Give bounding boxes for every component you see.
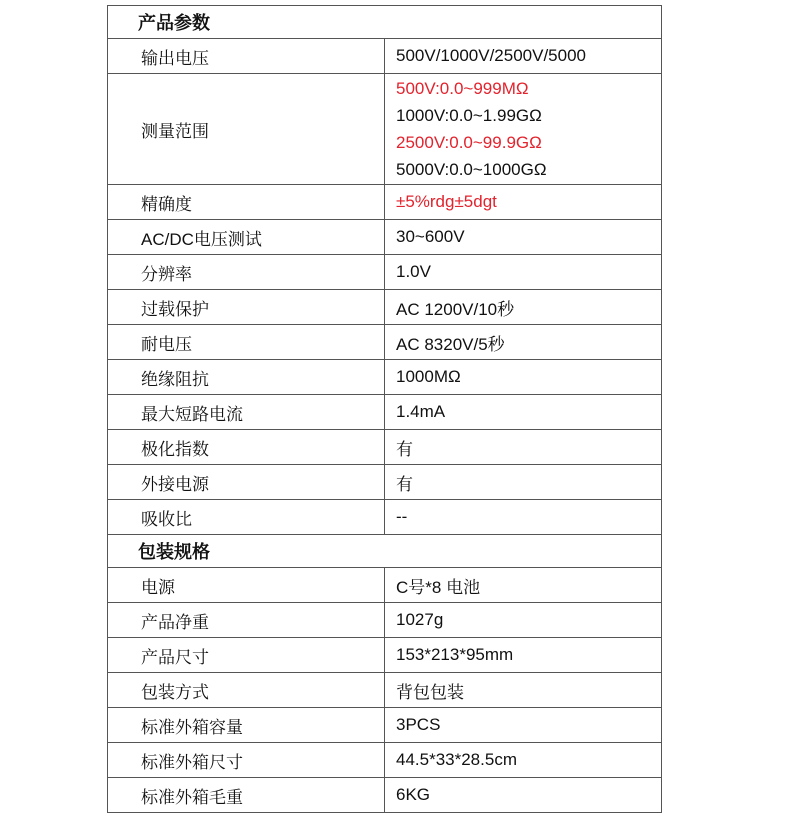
row-label: 过载保护 — [108, 290, 385, 325]
table-row-absorption — [108, 500, 662, 535]
table-row-power — [108, 568, 662, 603]
row-value: 1.0V — [385, 255, 662, 290]
row-value: ±5%rdg±5dgt — [385, 185, 662, 220]
table-row-measure-range — [108, 74, 662, 185]
row-label: AC/DC电压测试 — [108, 220, 385, 255]
row-value: 3PCS — [385, 708, 662, 743]
row-label: 输出电压 — [108, 39, 385, 74]
row-value: 1000MΩ — [385, 360, 662, 395]
row-value: -- — [385, 500, 662, 535]
row-value: AC 8320V/5秒 — [385, 325, 662, 360]
table-row-short-current — [108, 395, 662, 430]
row-label: 精确度 — [108, 185, 385, 220]
row-value: AC 1200V/10秒 — [385, 290, 662, 325]
range-line-500v: 500V:0.0~999MΩ — [396, 79, 529, 98]
row-value: 背包包装 — [385, 673, 662, 708]
table-row-accuracy — [108, 185, 662, 220]
table-row-net-weight — [108, 603, 662, 638]
table-row-carton-size — [108, 743, 662, 778]
row-value: 500V/1000V/2500V/5000 — [385, 39, 662, 74]
table-row-external-power — [108, 465, 662, 500]
row-label: 包装方式 — [108, 673, 385, 708]
row-value: 1.4mA — [385, 395, 662, 430]
table-row-insulation — [108, 360, 662, 395]
row-label: 外接电源 — [108, 465, 385, 500]
table-row-resolution — [108, 255, 662, 290]
row-label: 电源 — [108, 568, 385, 603]
range-line-5000v: 5000V:0.0~1000GΩ — [396, 160, 547, 179]
row-label: 产品净重 — [108, 603, 385, 638]
row-value: 6KG — [385, 778, 662, 813]
row-value: 有 — [385, 465, 662, 500]
table-row-withstand — [108, 325, 662, 360]
row-value: 有 — [385, 430, 662, 465]
row-value: 153*213*95mm — [385, 638, 662, 673]
section-header-packaging — [108, 535, 662, 568]
section-header-product-params — [108, 6, 662, 39]
row-label: 吸收比 — [108, 500, 385, 535]
spec-table — [107, 5, 662, 813]
row-label: 绝缘阻抗 — [108, 360, 385, 395]
table-row-polarization — [108, 430, 662, 465]
row-label: 最大短路电流 — [108, 395, 385, 430]
table-row-acdc-voltage — [108, 220, 662, 255]
row-value: 44.5*33*28.5cm — [385, 743, 662, 778]
row-value-multiline — [385, 74, 662, 185]
section-title: 产品参数 — [108, 6, 662, 39]
table-row-overload — [108, 290, 662, 325]
table-row-output-voltage — [108, 39, 662, 74]
range-line-1000v: 1000V:0.0~1.99GΩ — [396, 106, 542, 125]
row-label: 标准外箱毛重 — [108, 778, 385, 813]
table-row-carton-weight — [108, 778, 662, 813]
row-label: 测量范围 — [108, 74, 385, 185]
table-row-packing-method — [108, 673, 662, 708]
row-value: 30~600V — [385, 220, 662, 255]
row-label: 标准外箱尺寸 — [108, 743, 385, 778]
range-line-2500v: 2500V:0.0~99.9GΩ — [396, 133, 542, 152]
row-label: 标准外箱容量 — [108, 708, 385, 743]
row-label: 耐电压 — [108, 325, 385, 360]
row-label: 分辨率 — [108, 255, 385, 290]
row-value: C号*8 电池 — [385, 568, 662, 603]
table-row-carton-capacity — [108, 708, 662, 743]
section-title: 包装规格 — [108, 535, 662, 568]
table-row-dimensions — [108, 638, 662, 673]
row-value: 1027g — [385, 603, 662, 638]
row-label: 极化指数 — [108, 430, 385, 465]
spec-table-body — [108, 6, 662, 813]
row-label: 产品尺寸 — [108, 638, 385, 673]
